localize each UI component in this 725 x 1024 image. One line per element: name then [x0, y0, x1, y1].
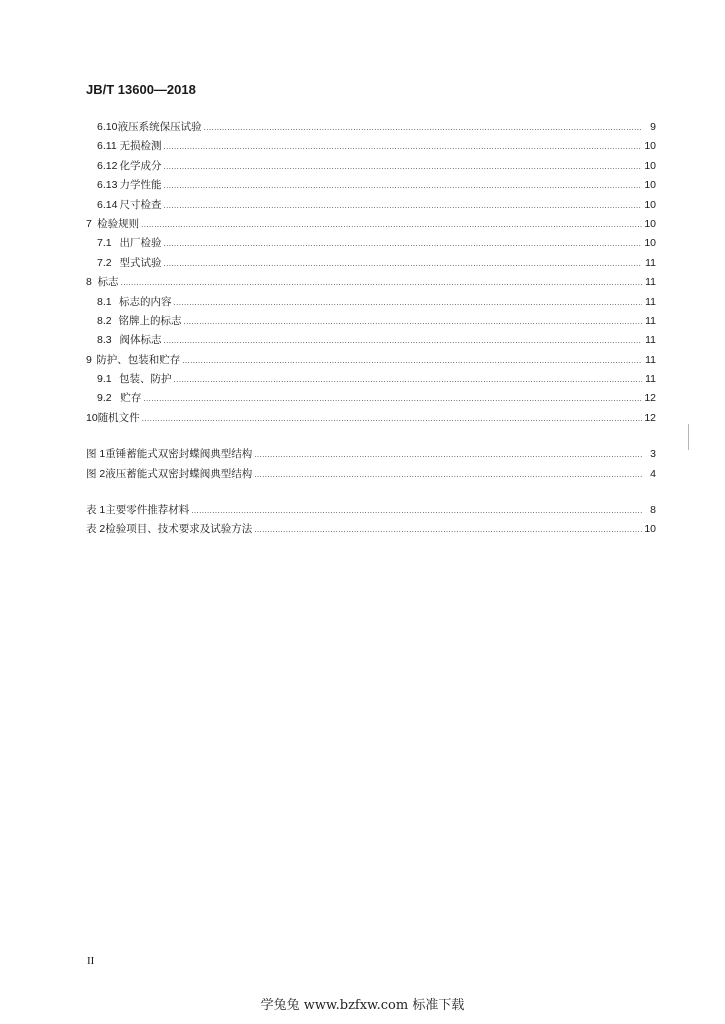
toc-section-entry — [86, 370, 656, 389]
toc-leader-dots — [254, 466, 642, 485]
toc-entry-page: 11 — [645, 295, 656, 308]
toc-section-entry — [86, 409, 656, 428]
toc-gap — [86, 484, 656, 501]
toc-section-entry — [86, 157, 656, 176]
toc-section-entry — [86, 176, 656, 195]
toc-entry-title: 标志 — [97, 276, 119, 289]
toc-leader-dots — [204, 119, 642, 138]
toc-entry-page: 10 — [644, 179, 656, 192]
toc-entry-number: 10 — [86, 411, 98, 424]
toc-entry-number: 表 1 — [86, 504, 106, 517]
toc-entry-number: 7.2 — [97, 256, 112, 269]
toc-entry-number: 6.13 — [97, 179, 118, 192]
toc-entry-number: 9.2 — [97, 392, 112, 405]
toc-entry-title: 阀体标志 — [119, 334, 162, 347]
toc-entry-page: 11 — [645, 276, 656, 289]
toc-entry-title: 防护、包装和贮存 — [96, 353, 181, 366]
toc-sections-list — [86, 118, 656, 428]
watermark-text: 学兔兔 www.bzfxw.com 标准下载 — [260, 998, 465, 1013]
toc-entry-title: 铭牌上的标志 — [118, 314, 182, 327]
toc-section-entry — [86, 254, 656, 273]
toc-section-entry — [86, 312, 656, 331]
toc-leader-dots — [182, 352, 642, 371]
toc-table-entry — [86, 501, 656, 520]
toc-leader-dots — [184, 313, 642, 332]
toc-entry-page: 12 — [644, 411, 656, 424]
toc-figure-entry — [86, 445, 656, 464]
toc-leader-dots — [143, 390, 642, 409]
toc-entry-number: 图 1 — [86, 448, 106, 461]
toc-entry-number: 6.10 — [97, 121, 118, 133]
toc-section-entry — [86, 215, 656, 234]
toc-entry-page: 9 — [650, 121, 656, 133]
toc-leader-dots — [163, 332, 642, 351]
document-code: JB/T 13600—2018 — [86, 82, 196, 97]
toc-entry-number: 8.1 — [97, 295, 112, 308]
toc-entry-title: 出厂检验 — [119, 237, 162, 250]
toc-table-entry — [86, 520, 656, 539]
toc-leader-dots — [163, 197, 642, 216]
toc-entry-title: 检验项目、技术要求及试验方法 — [105, 523, 253, 536]
toc-entry-title: 型式试验 — [119, 256, 162, 269]
toc-entry-title: 重锤蓄能式双密封蝶阀典型结构 — [105, 448, 253, 461]
toc-entry-page: 10 — [644, 198, 656, 211]
toc-entry-title: 液压蓄能式双密封蝶阀典型结构 — [105, 467, 253, 480]
toc-leader-dots — [174, 294, 643, 313]
toc-tables-list — [86, 501, 656, 540]
scan-artifact-line — [688, 424, 689, 450]
toc-entry-number: 表 2 — [86, 523, 106, 536]
toc-entry-page: 11 — [645, 353, 656, 366]
toc-entry-number: 图 2 — [86, 467, 106, 480]
toc-entry-page: 10 — [644, 140, 656, 153]
toc-entry-title: 包装、防护 — [119, 373, 172, 386]
page-folio: II — [87, 955, 95, 967]
toc-leader-dots — [163, 235, 642, 254]
toc-entry-page: 10 — [644, 237, 656, 250]
toc-entry-page: 4 — [650, 467, 656, 480]
toc-entry-number: 8.2 — [97, 314, 112, 327]
toc-leader-dots — [254, 521, 642, 540]
toc-leader-dots — [163, 255, 642, 274]
toc-entry-title: 无损检测 — [119, 140, 162, 153]
toc-entry-page: 10 — [644, 217, 656, 230]
toc-entry-title: 液压系统保压试验 — [117, 121, 202, 133]
toc-leader-dots — [191, 502, 642, 521]
toc-entry-title: 贮存 — [120, 392, 142, 405]
toc-gap — [86, 428, 656, 445]
toc-entry-number: 9 — [86, 353, 92, 366]
toc-leader-dots — [163, 138, 642, 157]
toc-entry-page: 11 — [645, 334, 656, 347]
toc-entry-number: 8 — [86, 276, 92, 289]
toc-entry-page: 3 — [650, 448, 656, 461]
toc-section-entry — [86, 331, 656, 350]
toc-entry-page: 11 — [645, 373, 656, 386]
toc-leader-dots — [254, 446, 642, 465]
toc-entry-page: 12 — [644, 392, 656, 405]
toc-entry-title: 检验规则 — [97, 217, 140, 230]
toc-entry-title: 化学成分 — [119, 159, 162, 172]
toc-entry-page: 11 — [645, 256, 656, 269]
toc-leader-dots — [174, 371, 643, 390]
toc-entry-page: 10 — [644, 523, 656, 536]
toc-entry-number: 8.3 — [97, 334, 112, 347]
toc-leader-dots — [163, 158, 642, 177]
toc-leader-dots — [142, 410, 642, 429]
toc-figures-list — [86, 445, 656, 484]
toc-entry-title: 标志的内容 — [119, 295, 172, 308]
toc-entry-number: 9.1 — [97, 373, 112, 386]
toc-entry-page: 11 — [645, 314, 656, 327]
toc-section-entry — [86, 293, 656, 312]
toc-entry-title: 随机文件 — [97, 411, 140, 424]
toc-figure-entry — [86, 465, 656, 484]
toc-section-entry — [86, 137, 656, 156]
toc-entry-title: 力学性能 — [119, 179, 162, 192]
toc-section-entry — [86, 118, 656, 137]
table-of-contents — [86, 118, 656, 540]
toc-entry-title: 主要零件推荐材料 — [105, 504, 190, 517]
toc-section-entry — [86, 389, 656, 408]
toc-entry-number: 6.12 — [97, 159, 118, 172]
toc-section-entry — [86, 273, 656, 292]
toc-entry-number: 7.1 — [97, 237, 112, 250]
toc-entry-page: 10 — [644, 159, 656, 172]
toc-leader-dots — [163, 177, 642, 196]
toc-entry-number: 6.14 — [97, 198, 118, 211]
toc-entry-number: 6.11 — [97, 140, 117, 153]
toc-entry-page: 8 — [650, 504, 656, 517]
toc-section-entry — [86, 196, 656, 215]
toc-section-entry — [86, 351, 656, 370]
toc-section-entry — [86, 234, 656, 253]
toc-entry-number: 7 — [86, 217, 92, 230]
toc-leader-dots — [141, 216, 642, 235]
toc-entry-title: 尺寸检查 — [119, 198, 162, 211]
toc-leader-dots — [121, 274, 642, 293]
